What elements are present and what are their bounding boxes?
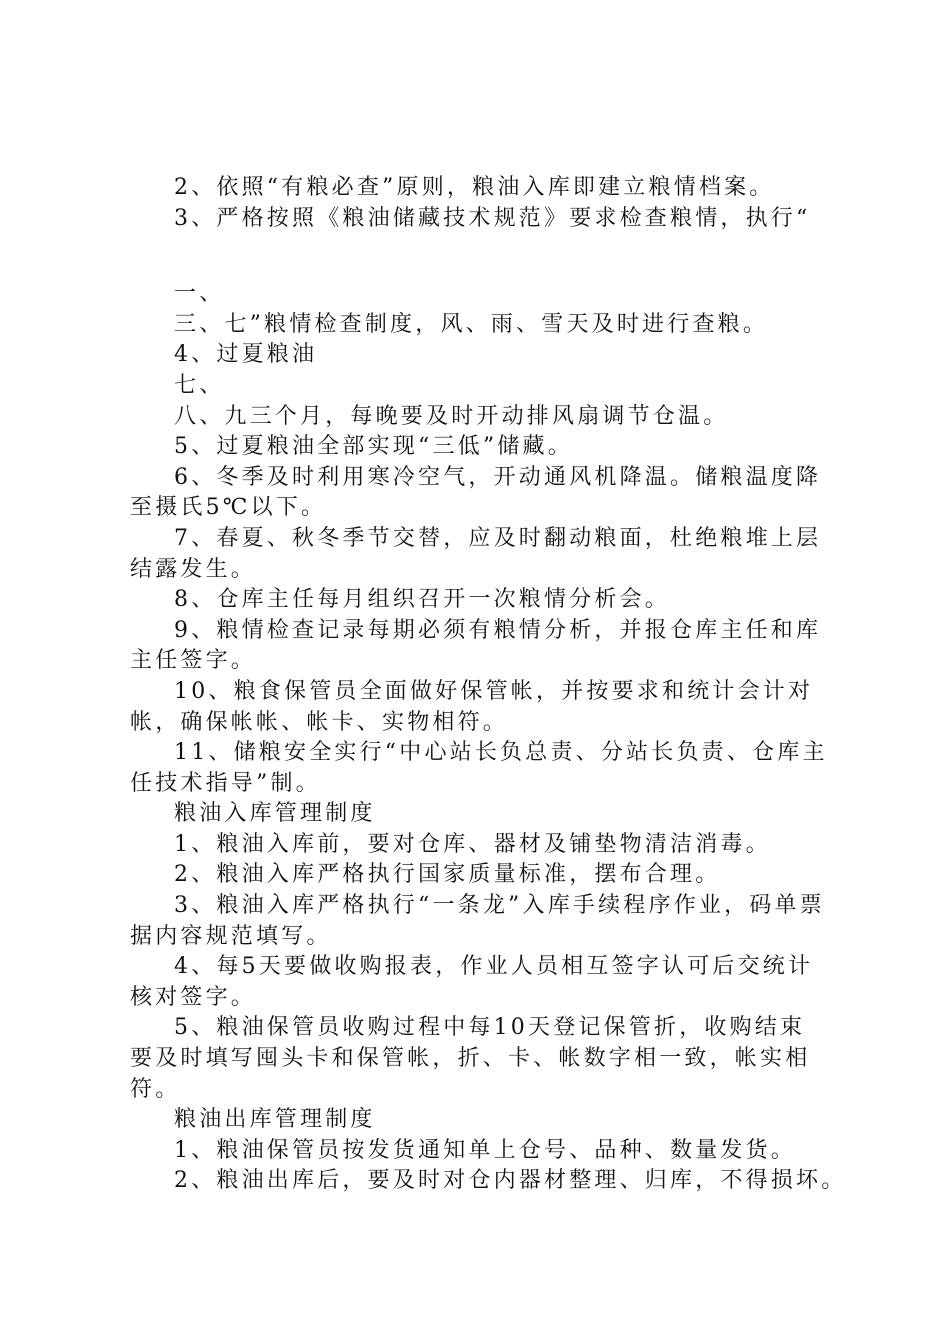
paragraph-20: 5、粮油保管员收购过程中每10天登记保管折，收购结束要及时填写囤头卡和保管帐，折、卡、帐数字相一致，帐实相符。 [130,1015,811,1102]
paragraph-17: 2、粮油入库严格执行国家质量标准，摆布合理。 [174,862,721,888]
paragraph-6: 七、 [174,372,225,398]
paragraph-3: 一、 [174,281,225,307]
paragraph-7: 八、九三个月，每晚要及时开动排风扇调节仓温。 [174,403,729,429]
paragraph-19: 4、每5天要做收购报表，作业人员相互签字认可后交统计核对签字。 [130,954,814,1010]
paragraph-8: 5、过夏粮油全部实现“三低”储藏。 [174,434,573,460]
paragraph-22: 1、粮油保管员按发货通知单上仓号、品种、数量发货。 [174,1137,796,1163]
paragraph-9: 6、冬季及时利用寒冷空气，开动通风机降温。储粮温度降至摄氏5℃以下。 [130,464,822,521]
paragraph-12: 9、粮情检查记录每期必须有粮情分析，并报仓库主任和库主任签字。 [130,617,822,674]
section-heading-inbound: 粮油入库管理制度 [174,801,376,827]
paragraph-5: 4、过夏粮油 [174,342,318,368]
paragraph-13: 10、粮食保管员全面做好保管帐，并按要求和统计会计对帐，确保帐帐、帐卡、实物相符。 [130,678,814,735]
paragraph-16: 1、粮油入库前，要对仓库、器材及铺垫物清洁消毒。 [174,831,771,857]
document-body [130,173,847,1197]
paragraph-18: 3、粮油入库严格执行“一条龙”入库手续程序作业，码单票据内容规范填写。 [130,893,825,949]
paragraph-1: 2、依照“有粮必查”原则，粮油入库即建立粮情档案。 [174,175,775,200]
paragraph-11: 8、仓库主任每月组织召开一次粮情分析会。 [174,587,670,613]
paragraph-4: 三、七”粮情检查制度，风、雨、雪天及时进行查粮。 [174,311,769,337]
paragraph-10: 7、春夏、秋冬季节交替，应及时翻动粮面，杜绝粮堆上层结露发生。 [130,525,822,582]
paragraph-14: 11、储粮安全实行“中心站长负总责、分站长负责、仓库主任技术指导”制。 [130,740,828,796]
paragraph-2: 3、严格按照《粮油储藏技术规范》要求检查粮情，执行“ [174,205,811,231]
paragraph-23: 2、粮油出库后，要及时对仓内器材整理、归库，不得损坏。 [174,1168,847,1194]
section-heading-outbound: 粮油出库管理制度 [174,1107,376,1133]
